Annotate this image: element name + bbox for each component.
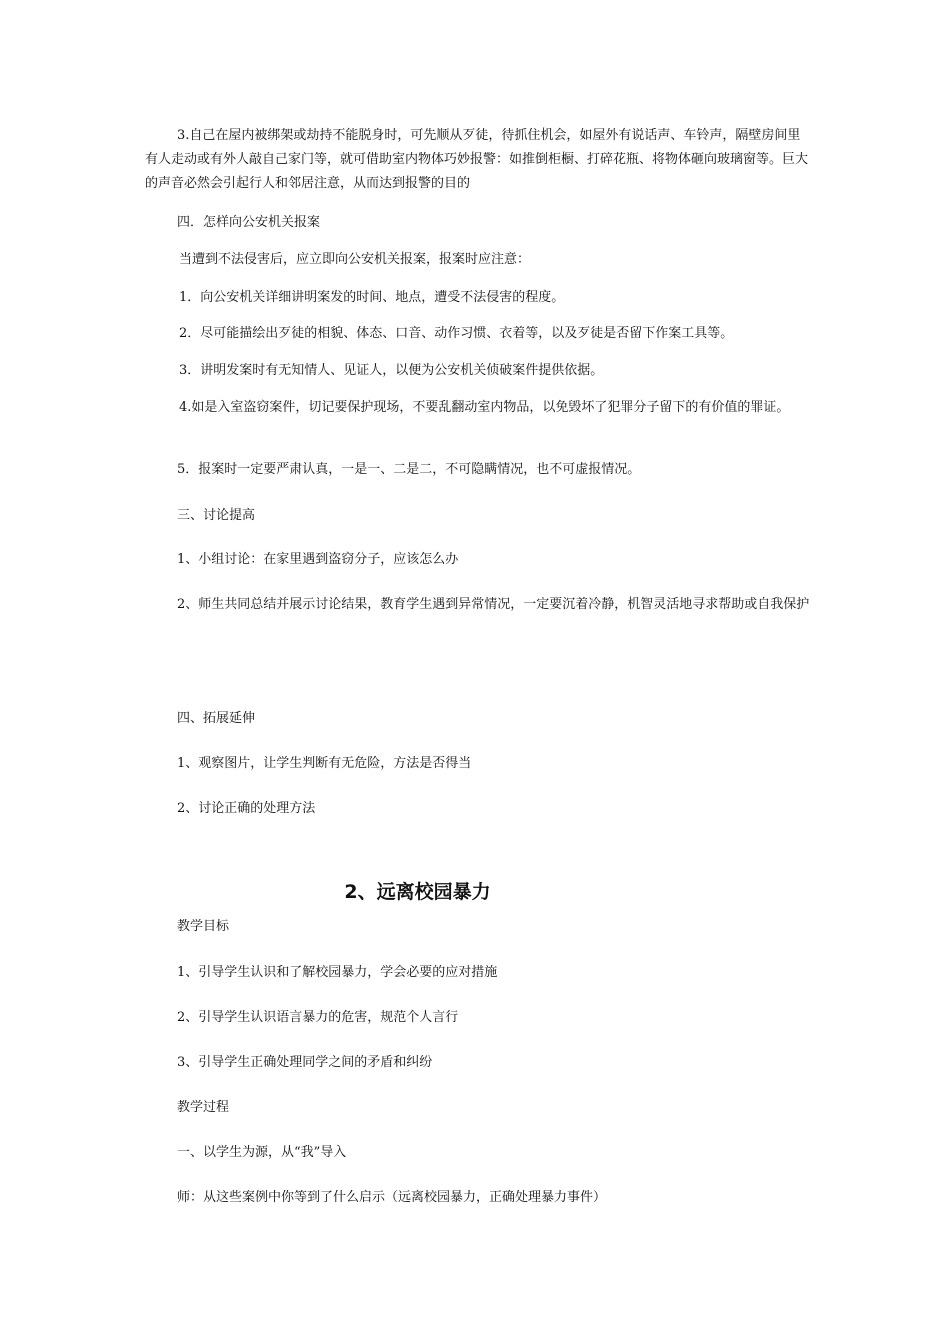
list-item-discussion-2: 2、师生共同总结并展示讨论结果，教育学生遇到异常情况，一定要沉着冷静，机智灵活地寻求帮助或自我保护: [177, 597, 810, 612]
list-item-extension-2: 2、讨论正确的处理方法: [177, 801, 316, 816]
section-heading-intro: 一、以学生为源，从“我”导入: [177, 1145, 347, 1160]
list-item-report-3: 3．讲明发案时有无知情人、见证人，以便为公安机关侦破案件提供依据。: [179, 363, 604, 378]
list-item-extension-1: 1、观察图片，让学生判断有无危险，方法是否得当: [177, 756, 472, 771]
paragraph-report-intro: 当遭到不法侵害后，应立即向公安机关报案，报案时应注意：: [179, 252, 531, 267]
list-item-report-4: 4.如是入室盗窃案件，切记要保护现场，不要乱翻动室内物品，以免毁坏了犯罪分子留下的有价值的罪证。: [179, 400, 790, 415]
heading-teaching-process: 教学过程: [177, 1100, 230, 1115]
paragraph-teacher-question: 师：从这些案例中你等到了什么启示（远离校园暴力，正确处理暴力事件）: [177, 1190, 607, 1205]
heading-teaching-goals: 教学目标: [177, 919, 230, 934]
list-item-discussion-1: 1、小组讨论：在家里遇到盗窃分子，应该怎么办: [177, 552, 459, 567]
list-item-report-2: 2．尽可能描绘出歹徒的相貌、体态、口音、动作习惯、衣着等，以及歹徒是否留下作案工具等。: [179, 326, 734, 341]
section-heading-extension: 四、拓展延伸: [177, 711, 256, 726]
list-item-goal-3: 3、引导学生正确处理同学之间的矛盾和纠纷: [177, 1055, 433, 1070]
list-item-report-5: 5．报案时一定要严肃认真，一是一、二是二，不可隐瞒情况，也不可虚报情况。: [177, 462, 641, 477]
section-heading-report: 四．怎样向公安机关报案: [177, 215, 321, 230]
section-heading-discussion: 三、讨论提高: [177, 508, 256, 523]
list-item-report-1: 1．向公安机关详细讲明案发的时间、地点，遭受不法侵害的程度。: [179, 290, 565, 305]
paragraph-escape-tip: 3.自己在屋内被绑架或劫持不能脱身时，可先顺从歹徒，待抓住机会，如屋外有说话声、车铃声，隔壁房间里有人走动或有外人敲自己家门等，就可借助室内物体巧妙报警：如推倒柜橱、打碎花瓶、将物体砸向玻璃窗等。巨大的声音必然会引起行人和邻居注意，从而达到报警的目的: [145, 128, 809, 191]
list-item-goal-2: 2、引导学生认识语言暴力的危害，规范个人言行: [177, 1010, 459, 1025]
lesson-title: 2、远离校园暴力: [344, 881, 491, 903]
list-item-goal-1: 1、引导学生认识和了解校园暴力，学会必要的应对措施: [177, 965, 498, 980]
